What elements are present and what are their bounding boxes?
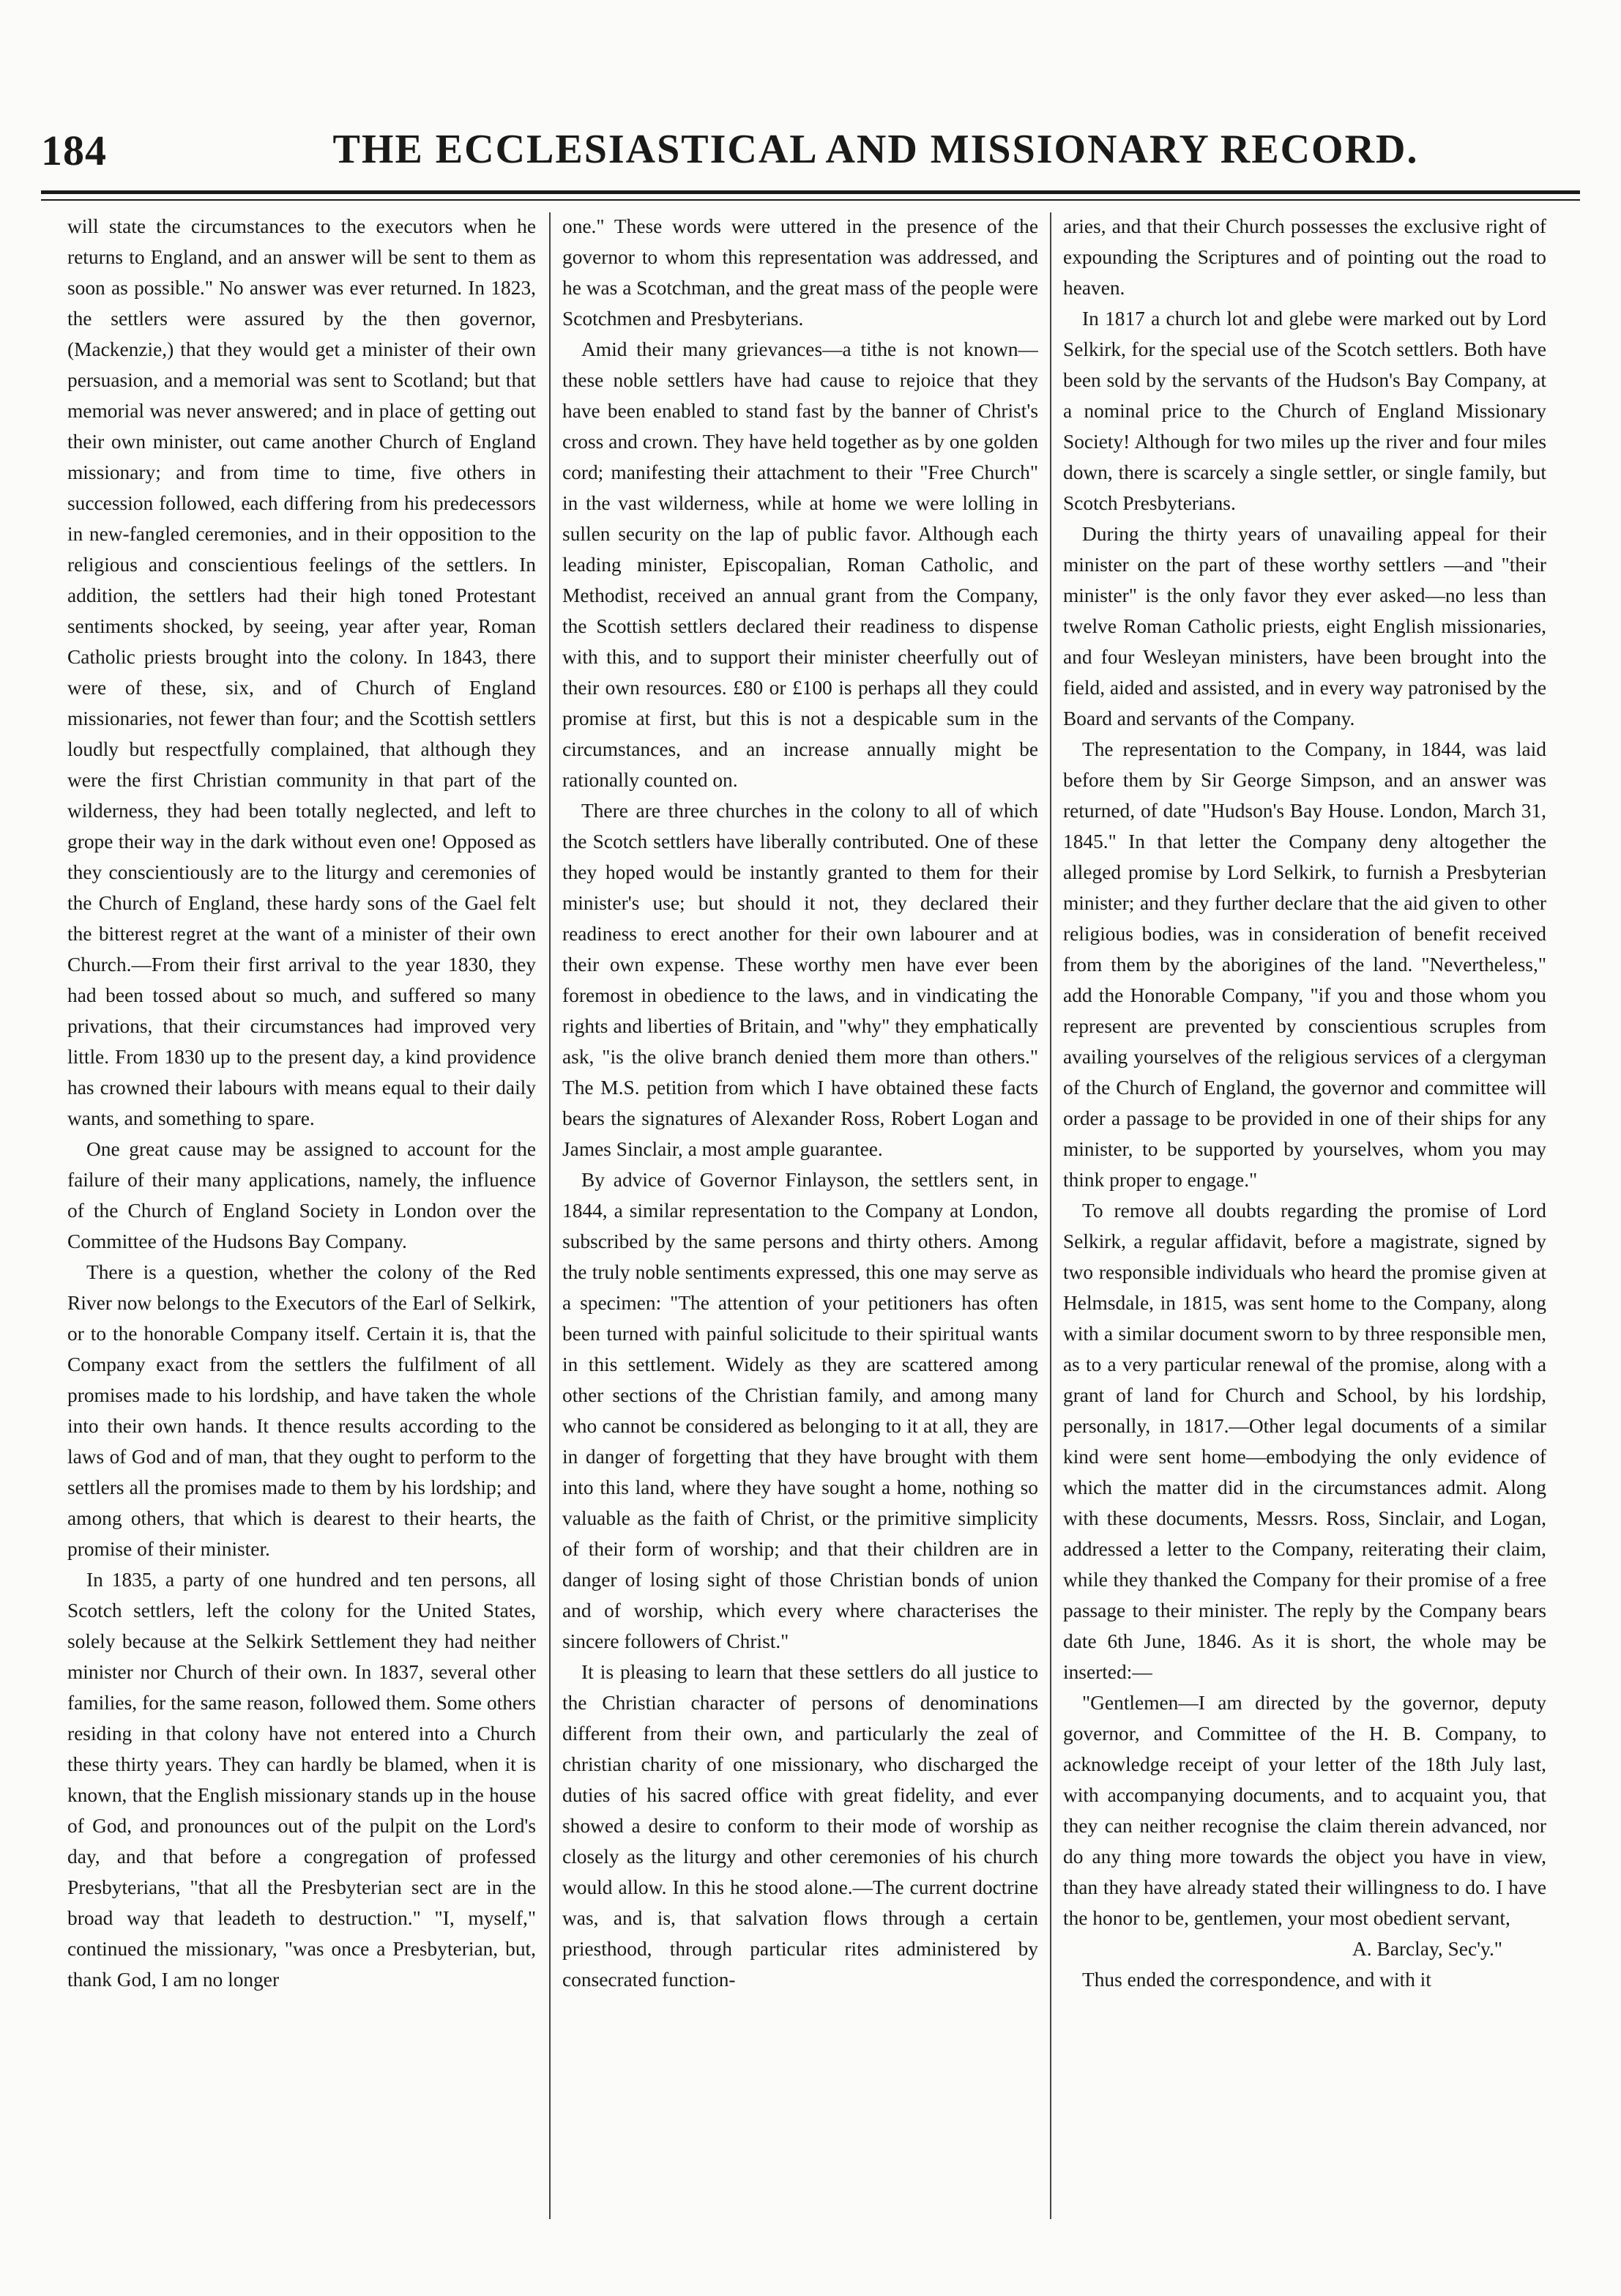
paragraph: There is a question, whether the colony of the Red River now belongs to the Executors of the Earl of Selkirk, or to the honorable Company itself. Certain it is, that the Company exact from the settlers the fulfilment of all promises made to his lordship, and have taken the whole into their own hands. It thence results according to the laws of God and of man, that they ought to perform to the settlers all the promises made to them by his lordship; and among others, that which is dearest to their hearts, the promise of their minister. xyxy=(67,1261,536,1560)
text-column-3 xyxy=(1063,211,1546,2247)
text-column-1 xyxy=(67,211,536,2247)
paragraph: It is pleasing to learn that these settlers do all justice to the Christian character of persons of denominations different from their own, and particularly the zeal of christian charity of one missionary, who discharged the duties of his sacred office with great fidelity, and ever showed a desire to conform to their mode of worship as closely as the liturgy and other ceremonies of his church would allow. In this he stood alone.—The current doctrine was, and is, that salvation flows through a certain priesthood, through particular rites administered by consecrated function- xyxy=(562,1661,1038,1991)
paragraph: One great cause may be assigned to account for the failure of their many applications, namely, the influence of the Church of England Society in London over the Committee of the Hudsons Bay Company. xyxy=(67,1138,536,1252)
paragraph: Amid their many grievances—a tithe is not known—these noble settlers have had cause to rejoice that they have been enabled to stand fast by the banner of Christ's cross and crown. They have held together as by one golden cord; manifesting their attachment to their "Free Church" in the vast wilderness, while at home we were lolling in sullen security on the lap of public favor. Although each leading minister, Episcopalian, Roman Catholic, and Methodist, received an annual grant from the Company, the Scottish settlers declared their readiness to dispense with this, and to support their minister cheerfully out of their own resources. £80 or £100 is perhaps all they could promise at first, but this is not a despicable sum in the circumstances, and an increase annually might be rationally counted on. xyxy=(562,338,1038,791)
running-title: THE ECCLESIASTICAL AND MISSIONARY RECORD. xyxy=(332,127,1419,172)
header-rule xyxy=(41,190,1580,194)
paragraph: "Gentlemen—I am directed by the governor, deputy governor, and Committee of the H. B. Company, to acknowledge receipt of your letter of the 18th July last, with accompanying documents, and to acquaint you, that they can neither recognise the claim therein advanced, nor do any thing more towards the object you have in view, than they have already stated their willingness to do. I have the honor to be, gentlemen, your most obedient servant, xyxy=(1063,1692,1546,1929)
paragraph: During the thirty years of unavailing appeal for their minister on the part of these worthy settlers —and "their minister" is the only favor they ever asked—no less than twelve Roman Catholic priests, eight English missionaries, and four Wesleyan ministers, have been brought into the field, aided and assisted, and in every way patronised by the Board and servants of the Company. xyxy=(1063,523,1546,729)
paragraph: By advice of Governor Finlayson, the settlers sent, in 1844, a similar representation to the Company at London, subscribed by the same persons and thirty others. Among the truly noble sentiments expressed, this one may serve as a specimen: "The attention of your petitioners has often been turned with painful solicitude to their spiritual wants in this settlement. Widely as they are scattered among other sections of the Christian family, and among many who cannot be considered as belonging to it at all, they are in danger of forgetting that they have brought with them into this land, where they have sought a home, nothing so valuable as the faith of Christ, or the primitive simplicity of their form of worship; and that their children are in danger of losing sight of those Christian bonds of union and of worship, which every where characterises the sincere followers of Christ." xyxy=(562,1169,1038,1652)
paragraph: one." These words were uttered in the presence of the governor to whom this representation was addressed, and he was a Scotchman, and the great mass of the people were Scotchmen and Presbyterians. xyxy=(562,215,1038,330)
signature-line: A. Barclay, Sec'y." xyxy=(1352,1938,1502,1960)
header-rule-thin xyxy=(41,199,1580,201)
paragraph: The representation to the Company, in 1844, was laid before them by Sir George Simpson, and an answer was returned, of date "Hudson's Bay House. London, March 31, 1845." In that letter the Company deny altogether the alleged promise by Lord Selkirk, to furnish a Presbyterian minister; and they further declare that the aid given to other religious bodies, was in consideration of benefit received from them by the aborigines of the land. "Nevertheless," add the Honorable Company, "if you and those whom you represent are prevented by conscientious scruples from availing yourselves of the religious services of a clergyman of the Church of England, the governor and committee will order a passage to be provided in one of their ships for any minister, to be supported by yourselves, whom you may think proper to engage." xyxy=(1063,738,1546,1191)
page-number: 184 xyxy=(41,127,107,174)
paragraph: Thus ended the correspondence, and with it xyxy=(1082,1969,1431,1991)
column-divider xyxy=(549,212,551,2219)
paragraph: In 1817 a church lot and glebe were marked out by Lord Selkirk, for the special use of the Scotch settlers. Both have been sold by the servants of the Hudson's Bay Company, at a nominal price to the Church of England Missionary Society! Although for two miles up the river and four miles down, there is scarcely a single settler, or single family, but Scotch Presbyterians. xyxy=(1063,308,1546,514)
page-header xyxy=(41,123,1580,185)
paragraph: To remove all doubts regarding the promise of Lord Selkirk, a regular affidavit, before a magistrate, signed by two responsible individuals who heard the promise given at Helmsdale, in 1815, was sent home to the Company, along with a similar document sworn to by three responsible men, as to a very particular renewal of the promise, along with a grant of land for Church and School, by his lordship, personally, in 1817.—Other legal documents of a similar kind were sent home—embodying the only evidence of which the matter did in the circumstances admit. Along with these documents, Messrs. Ross, Sinclair, and Logan, addressed a letter to the Company, reiterating their claim, while they thanked the Company for their promise of a free passage to their minister. The reply by the Company bears date 6th June, 1846. As it is short, the whole may be inserted:— xyxy=(1063,1200,1546,1683)
paragraph: will state the circumstances to the executors when he returns to England, and an answer will be sent to them as soon as possible." No answer was ever returned. In 1823, the settlers were assured by the then governor, (Mackenzie,) that they would get a minister of their own persuasion, and a memorial was sent to Scotland; but that memorial was never answered; and in place of getting out their own minister, out came another Church of England missionary; and from time to time, five others in succession followed, each differing from his predecessors in new-fangled ceremonies, and in their opposition to the religious and conscientious feelings of the settlers. In addition, the settlers had their high toned Protestant sentiments shocked, by seeing, year after year, Roman Catholic priests brought into the colony. In 1843, there were of these, six, and of Church of England missionaries, not fewer than four; and the Scottish settlers loudly but respectfully complained, that although they were the first Christian community in that part of the wilderness, they had been totally neglected, and left to grope their way in the dark without even one! Opposed as they conscientiously are to the liturgy and ceremonies of the Church of England, these hardy sons of the Gael felt the bitterest regret at the want of a minister of their own Church.—From their first arrival to the year 1830, they had been tossed about so much, and suffered so many privations, that their circumstances had improved very little. From 1830 up to the present day, a kind providence has crowned their labours with means equal to their daily wants, and something to spare. xyxy=(67,215,536,1129)
column-divider xyxy=(1050,212,1051,2219)
paragraph: There are three churches in the colony to all of which the Scotch settlers have liberally contributed. One of these they hoped would be instantly granted to them for their minister's use; but should it not, they declared their readiness to erect another for their own labourer and at their own expense. These worthy men have ever been foremost in obedience to the laws, and in vindicating the rights and liberties of Britain, and "why" they emphatically ask, "is the olive branch denied them more than others." The M.S. petition from which I have obtained these facts bears the signatures of Alexander Ross, Robert Logan and James Sinclair, a most ample guarantee. xyxy=(562,800,1038,1160)
paragraph: aries, and that their Church possesses the exclusive right of expounding the Scriptures and of pointing out the road to heaven. xyxy=(1063,215,1546,299)
paragraph: In 1835, a party of one hundred and ten persons, all Scotch settlers, left the colony for the United States, solely because at the Selkirk Settlement they had neither minister nor Church of their own. In 1837, several other families, for the same reason, followed them. Some others residing in that colony have not entered into a Church these thirty years. They can hardly be blamed, when it is known, that the English missionary stands up in the house of God, and pronounces out of the pulpit on the Lord's day, and that before a congregation of professed Presbyterians, "that all the Presbyterian sect are in the broad way that leadeth to destruction." "I, myself," continued the missionary, "was once a Presbyterian, but, thank God, I am no longer xyxy=(67,1569,536,1991)
text-column-2 xyxy=(562,211,1038,2247)
